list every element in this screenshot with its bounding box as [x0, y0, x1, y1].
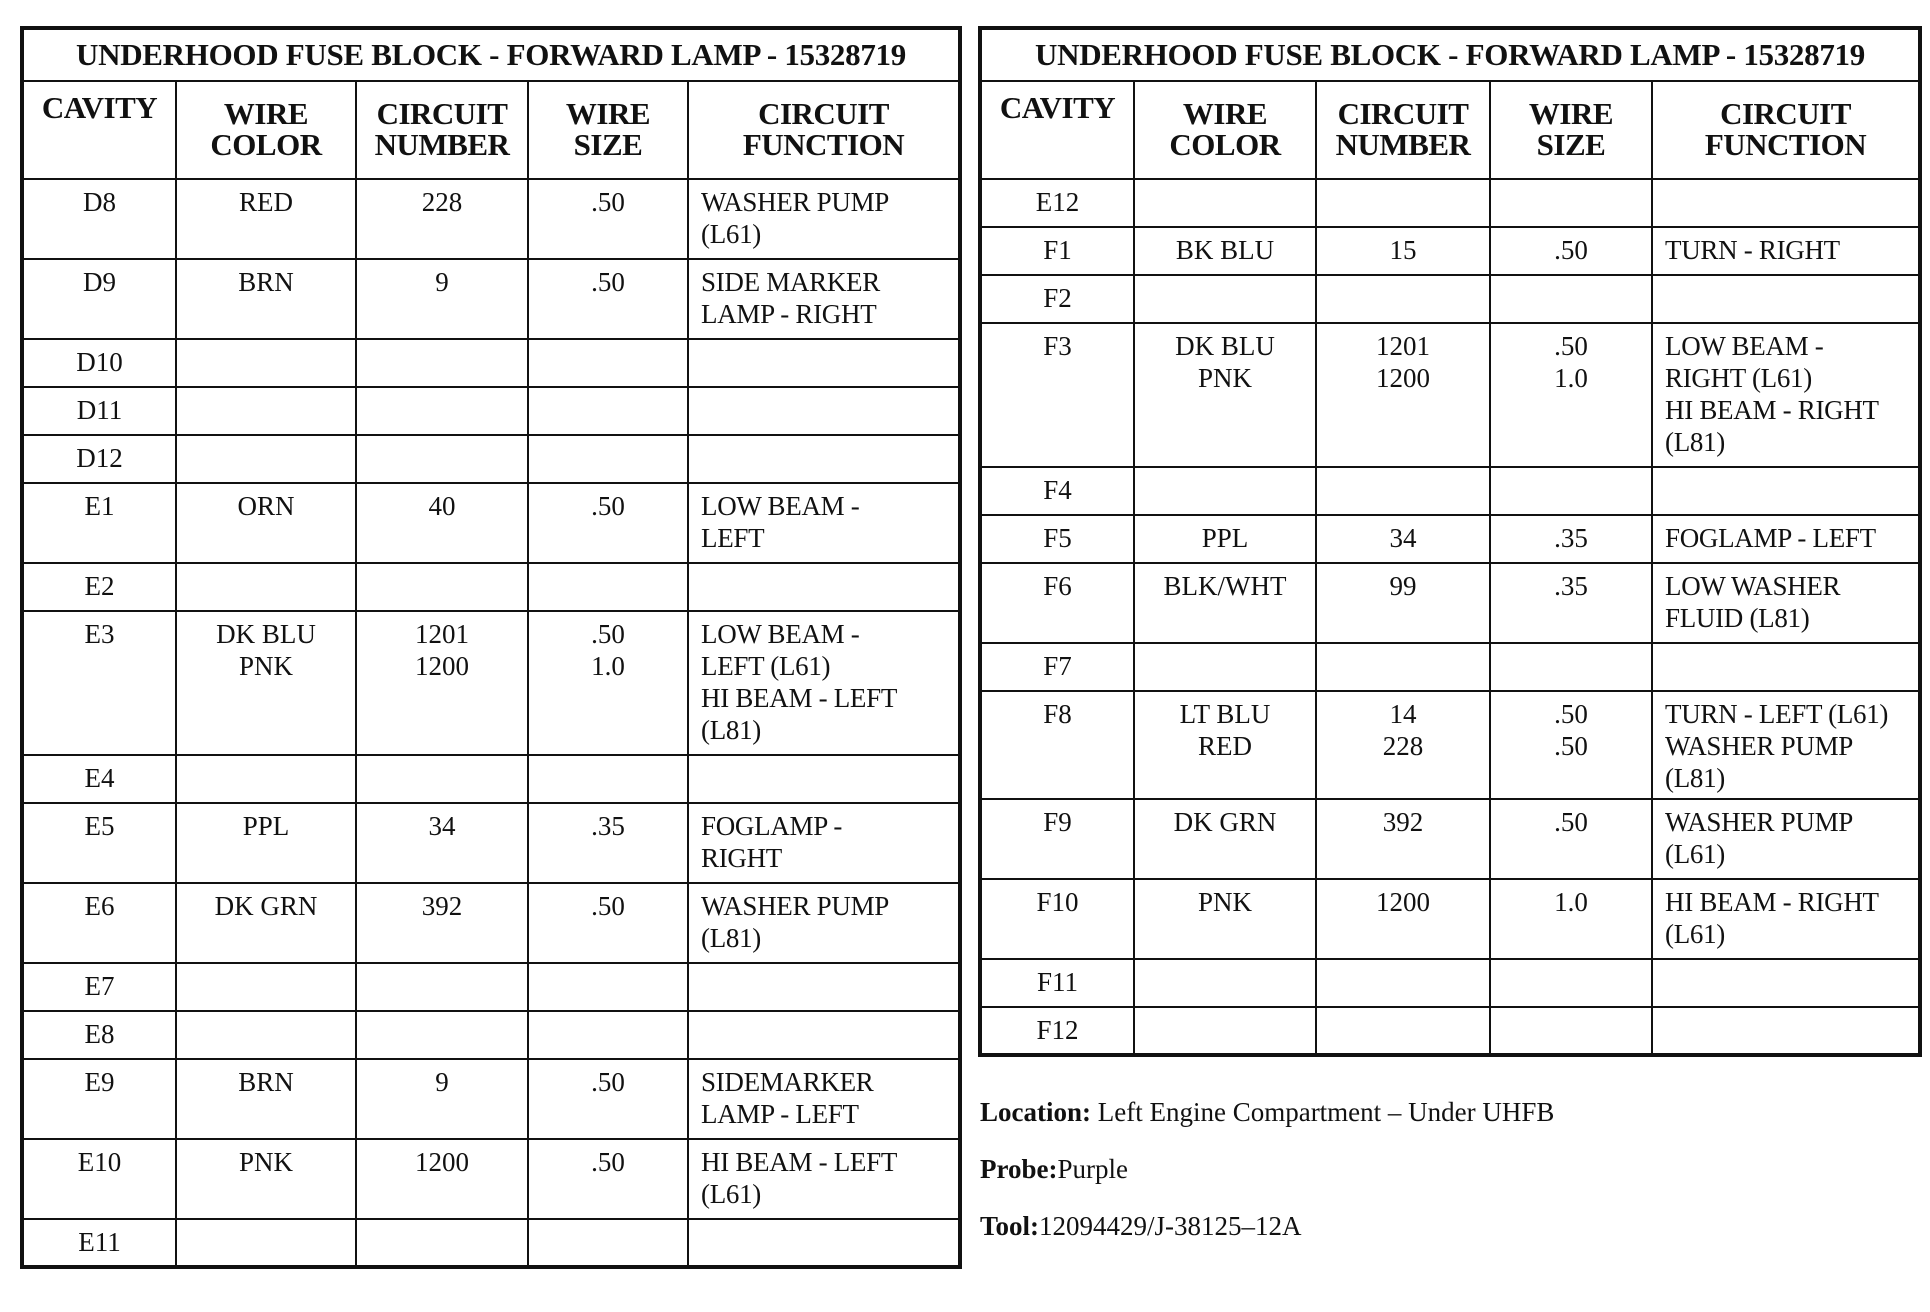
header-wire-color: WIRE COLOR — [1134, 81, 1316, 179]
circuit-function-cell: WASHER PUMP (L61) — [1652, 799, 1920, 879]
circuit-function-cell: SIDE MARKER LAMP - RIGHT — [688, 259, 960, 339]
header-circuit-function: CIRCUIT FUNCTION — [1652, 81, 1920, 179]
circuit-number-cell — [356, 755, 528, 803]
header-wire-size: WIRE SIZE — [528, 81, 688, 179]
cavity-cell: D12 — [22, 435, 176, 483]
wire-color-cell: RED — [176, 179, 356, 259]
location-value: Left Engine Compartment – Under UHFB — [1097, 1097, 1555, 1127]
table-row — [22, 1219, 960, 1267]
wire-color-cell: BLK/WHT — [1134, 563, 1316, 643]
cavity-cell: F5 — [980, 515, 1134, 563]
wire-color-cell — [1134, 275, 1316, 323]
table-row — [22, 611, 960, 755]
circuit-function-cell: SIDEMARKER LAMP - LEFT — [688, 1059, 960, 1139]
wire-size-cell — [1490, 643, 1652, 691]
circuit-function-cell: LOW BEAM - LEFT — [688, 483, 960, 563]
wire-size-cell: .50 — [528, 483, 688, 563]
wire-color-cell — [176, 963, 356, 1011]
circuit-number-cell: 9 — [356, 1059, 528, 1139]
cavity-cell: E11 — [22, 1219, 176, 1267]
wire-color-cell: DK BLU PNK — [1134, 323, 1316, 467]
circuit-number-cell — [356, 1011, 528, 1059]
table-row — [980, 563, 1920, 643]
table-row — [980, 179, 1920, 227]
circuit-number-cell — [1316, 643, 1490, 691]
cavity-cell: E6 — [22, 883, 176, 963]
circuit-function-cell — [1652, 467, 1920, 515]
circuit-function-cell: LOW BEAM - LEFT (L61) HI BEAM - LEFT (L81) — [688, 611, 960, 755]
wire-size-cell — [528, 1011, 688, 1059]
wire-size-cell — [528, 563, 688, 611]
circuit-number-cell — [356, 387, 528, 435]
table-row — [22, 179, 960, 259]
circuit-function-cell — [688, 387, 960, 435]
wire-size-cell — [528, 1219, 688, 1267]
circuit-number-cell: 228 — [356, 179, 528, 259]
table-row — [980, 959, 1920, 1007]
header-cavity: CAVITY — [22, 81, 176, 179]
wire-size-cell: .50 — [528, 259, 688, 339]
wire-size-cell: .50 — [528, 179, 688, 259]
wire-color-cell — [1134, 643, 1316, 691]
circuit-number-cell: 1201 1200 — [356, 611, 528, 755]
circuit-function-cell: LOW BEAM - RIGHT (L61) HI BEAM - RIGHT (L81) — [1652, 323, 1920, 467]
table-row — [980, 643, 1920, 691]
circuit-function-cell: LOW WASHER FLUID (L81) — [1652, 563, 1920, 643]
circuit-number-cell — [1316, 467, 1490, 515]
wire-size-cell — [528, 387, 688, 435]
circuit-number-cell: 392 — [356, 883, 528, 963]
wire-color-cell — [176, 563, 356, 611]
table-row — [22, 1139, 960, 1219]
cavity-cell: F1 — [980, 227, 1134, 275]
circuit-function-cell: HI BEAM - LEFT (L61) — [688, 1139, 960, 1219]
wire-size-cell: .50 — [528, 1139, 688, 1219]
wire-size-cell: 1.0 — [1490, 879, 1652, 959]
table-row — [980, 879, 1920, 959]
wire-color-cell: BRN — [176, 1059, 356, 1139]
wire-size-cell — [1490, 275, 1652, 323]
header-circuit-number: CIRCUIT NUMBER — [1316, 81, 1490, 179]
wire-size-cell — [1490, 467, 1652, 515]
wire-size-cell — [1490, 959, 1652, 1007]
cavity-cell: F6 — [980, 563, 1134, 643]
cavity-cell: E2 — [22, 563, 176, 611]
circuit-function-cell — [688, 755, 960, 803]
circuit-function-cell — [1652, 275, 1920, 323]
wire-size-cell: .50 — [1490, 799, 1652, 879]
table-row — [22, 435, 960, 483]
wire-color-cell: PNK — [1134, 879, 1316, 959]
cavity-cell: E3 — [22, 611, 176, 755]
wire-size-cell: .50 .50 — [1490, 691, 1652, 799]
cavity-cell: E12 — [980, 179, 1134, 227]
cavity-cell: E7 — [22, 963, 176, 1011]
circuit-number-cell: 1200 — [1316, 879, 1490, 959]
circuit-function-cell — [1652, 643, 1920, 691]
circuit-number-cell — [356, 339, 528, 387]
circuit-function-cell — [1652, 179, 1920, 227]
cavity-cell: D11 — [22, 387, 176, 435]
circuit-function-cell — [688, 563, 960, 611]
cavity-cell: D10 — [22, 339, 176, 387]
cavity-cell: E9 — [22, 1059, 176, 1139]
header-wire-size: WIRE SIZE — [1490, 81, 1652, 179]
cavity-cell: E8 — [22, 1011, 176, 1059]
circuit-number-cell — [356, 563, 528, 611]
header-circuit-function: CIRCUIT FUNCTION — [688, 81, 960, 179]
wire-color-cell: LT BLU RED — [1134, 691, 1316, 799]
cavity-cell: F10 — [980, 879, 1134, 959]
cavity-cell: E1 — [22, 483, 176, 563]
circuit-number-cell — [1316, 275, 1490, 323]
circuit-number-cell: 1201 1200 — [1316, 323, 1490, 467]
wire-color-cell — [1134, 467, 1316, 515]
wire-size-cell: .50 — [1490, 227, 1652, 275]
location-label: Location: — [980, 1097, 1091, 1127]
wire-color-cell — [176, 1011, 356, 1059]
probe-label: Probe: — [980, 1154, 1058, 1184]
wire-size-cell: .50 — [528, 883, 688, 963]
circuit-number-cell: 14 228 — [1316, 691, 1490, 799]
right-fuse-table — [978, 26, 1922, 1057]
wire-size-cell — [528, 339, 688, 387]
wire-color-cell: ORN — [176, 483, 356, 563]
wire-color-cell: BRN — [176, 259, 356, 339]
header-wire-color: WIRE COLOR — [176, 81, 356, 179]
wire-color-cell — [1134, 959, 1316, 1007]
cavity-cell: F12 — [980, 1007, 1134, 1055]
probe-value: Purple — [1057, 1154, 1128, 1184]
tool-value: 12094429/J-38125–12A — [1039, 1211, 1302, 1241]
wire-size-cell: .35 — [1490, 563, 1652, 643]
header-cavity: CAVITY — [980, 81, 1134, 179]
wire-color-cell — [176, 1219, 356, 1267]
table-title: UNDERHOOD FUSE BLOCK - FORWARD LAMP - 15328719 — [22, 28, 960, 81]
circuit-number-cell: 9 — [356, 259, 528, 339]
wire-color-cell — [176, 755, 356, 803]
circuit-number-cell — [1316, 179, 1490, 227]
circuit-function-cell: FOGLAMP - LEFT — [1652, 515, 1920, 563]
cavity-cell: D9 — [22, 259, 176, 339]
table-row — [22, 883, 960, 963]
wire-color-cell: BK BLU — [1134, 227, 1316, 275]
cavity-cell: E5 — [22, 803, 176, 883]
circuit-number-cell — [356, 963, 528, 1011]
wire-color-cell: DK GRN — [176, 883, 356, 963]
table-row — [22, 259, 960, 339]
table-row — [980, 1007, 1920, 1055]
location-note — [980, 1097, 1880, 1128]
circuit-function-cell — [1652, 959, 1920, 1007]
circuit-number-cell: 34 — [1316, 515, 1490, 563]
table-row — [980, 467, 1920, 515]
table-row — [22, 755, 960, 803]
cavity-cell: F11 — [980, 959, 1134, 1007]
wire-size-cell — [1490, 1007, 1652, 1055]
wire-color-cell — [1134, 179, 1316, 227]
circuit-function-cell: WASHER PUMP (L81) — [688, 883, 960, 963]
table-row — [980, 275, 1920, 323]
circuit-function-cell: HI BEAM - RIGHT (L61) — [1652, 879, 1920, 959]
table-row — [22, 963, 960, 1011]
wire-size-cell: .50 — [528, 1059, 688, 1139]
cavity-cell: F7 — [980, 643, 1134, 691]
table-row — [22, 1011, 960, 1059]
table-row — [22, 387, 960, 435]
circuit-number-cell — [356, 1219, 528, 1267]
cavity-cell: D8 — [22, 179, 176, 259]
wire-color-cell: DK BLU PNK — [176, 611, 356, 755]
table-row — [980, 515, 1920, 563]
circuit-number-cell — [1316, 959, 1490, 1007]
wire-color-cell: PPL — [176, 803, 356, 883]
wire-size-cell — [1490, 179, 1652, 227]
table-row — [980, 227, 1920, 275]
table-title: UNDERHOOD FUSE BLOCK - FORWARD LAMP - 15328719 — [980, 28, 1920, 81]
circuit-function-cell — [688, 339, 960, 387]
wire-color-cell — [176, 339, 356, 387]
wire-size-cell — [528, 963, 688, 1011]
cavity-cell: E10 — [22, 1139, 176, 1219]
wire-size-cell: .50 1.0 — [528, 611, 688, 755]
cavity-cell: F3 — [980, 323, 1134, 467]
table-row — [22, 483, 960, 563]
cavity-cell: F9 — [980, 799, 1134, 879]
table-row — [22, 803, 960, 883]
wire-size-cell: .35 — [528, 803, 688, 883]
circuit-number-cell: 34 — [356, 803, 528, 883]
circuit-number-cell: 15 — [1316, 227, 1490, 275]
wire-size-cell — [528, 435, 688, 483]
circuit-function-cell: TURN - LEFT (L61) WASHER PUMP (L81) — [1652, 691, 1920, 799]
table-row — [22, 1059, 960, 1139]
wire-color-cell: PNK — [176, 1139, 356, 1219]
tool-note — [980, 1211, 1880, 1242]
circuit-function-cell: FOGLAMP - RIGHT — [688, 803, 960, 883]
circuit-function-cell — [688, 1011, 960, 1059]
probe-note — [980, 1154, 1880, 1185]
cavity-cell: F8 — [980, 691, 1134, 799]
wire-size-cell: .35 — [1490, 515, 1652, 563]
cavity-cell: F4 — [980, 467, 1134, 515]
table-row — [22, 339, 960, 387]
wire-color-cell: PPL — [1134, 515, 1316, 563]
circuit-function-cell — [1652, 1007, 1920, 1055]
circuit-number-cell — [1316, 1007, 1490, 1055]
table-row — [980, 799, 1920, 879]
circuit-number-cell: 392 — [1316, 799, 1490, 879]
wire-color-cell — [1134, 1007, 1316, 1055]
wire-size-cell — [528, 755, 688, 803]
circuit-number-cell — [356, 435, 528, 483]
wire-size-cell: .50 1.0 — [1490, 323, 1652, 467]
circuit-number-cell: 99 — [1316, 563, 1490, 643]
circuit-function-cell: TURN - RIGHT — [1652, 227, 1920, 275]
header-circuit-number: CIRCUIT NUMBER — [356, 81, 528, 179]
left-fuse-table — [20, 26, 962, 1269]
circuit-number-cell: 1200 — [356, 1139, 528, 1219]
circuit-function-cell: WASHER PUMP (L61) — [688, 179, 960, 259]
wire-color-cell — [176, 387, 356, 435]
circuit-function-cell — [688, 963, 960, 1011]
wire-color-cell — [176, 435, 356, 483]
cavity-cell: F2 — [980, 275, 1134, 323]
table-row — [980, 323, 1920, 467]
circuit-function-cell — [688, 435, 960, 483]
cavity-cell: E4 — [22, 755, 176, 803]
table-row — [22, 563, 960, 611]
circuit-number-cell: 40 — [356, 483, 528, 563]
table-row — [980, 691, 1920, 799]
tool-label: Tool: — [980, 1211, 1040, 1241]
wire-color-cell: DK GRN — [1134, 799, 1316, 879]
circuit-function-cell — [688, 1219, 960, 1267]
